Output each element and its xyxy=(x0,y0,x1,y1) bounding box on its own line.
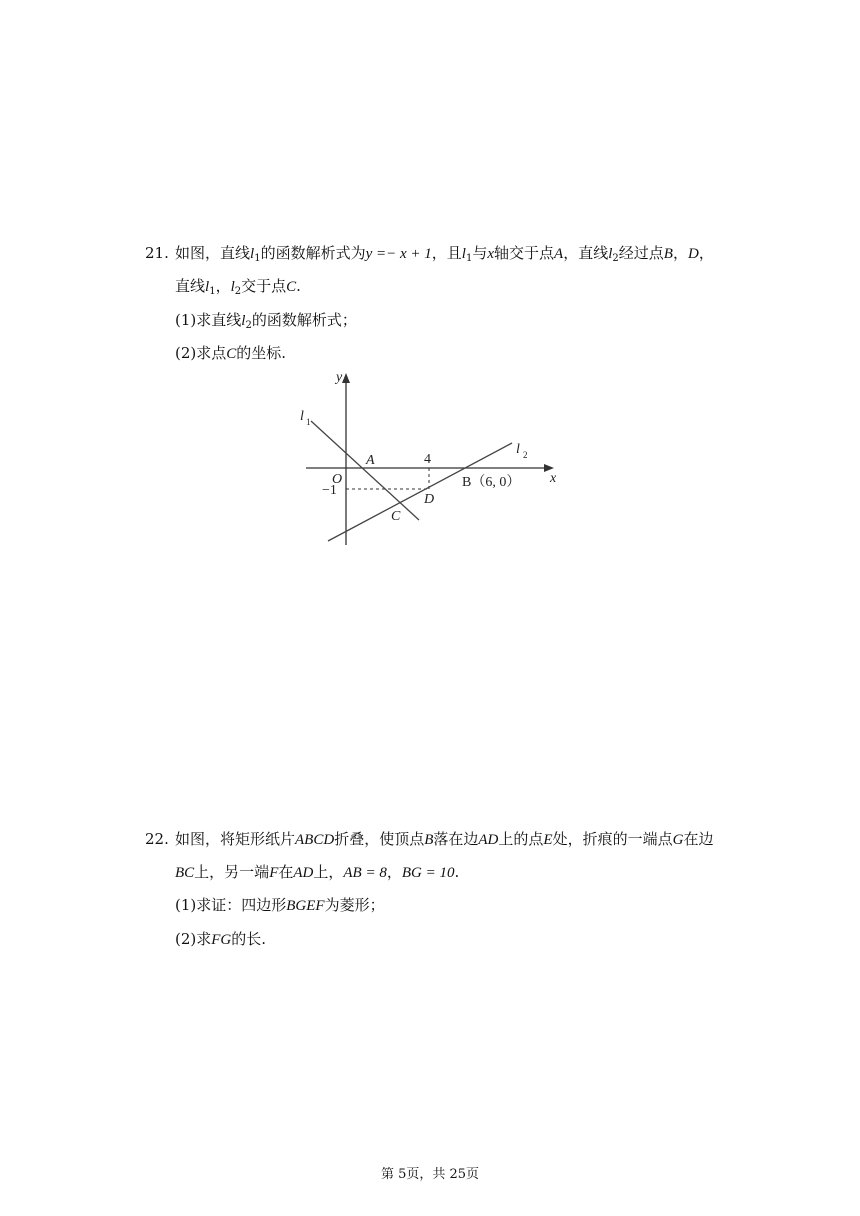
line-l1-subscript: 1 xyxy=(306,417,311,427)
function-equation: y =− x + 1 xyxy=(365,246,432,262)
question-22-line-1: 如图，将矩形纸片ABCD折叠，使顶点B落在边AD上的点E处，折痕的一端点G在边 xyxy=(175,830,714,848)
point-C-label: C xyxy=(391,509,401,524)
y-axis-label: y xyxy=(336,370,343,385)
line-l2-label: l xyxy=(516,442,520,457)
question-22-part-2: (2)求FG的长. xyxy=(175,930,267,948)
question-22-part-1: (1)求证：四边形BGEF为菱形； xyxy=(175,896,385,914)
line-l2 xyxy=(328,443,512,541)
point-D-label: D xyxy=(424,492,435,507)
tick-label-4: 4 xyxy=(424,452,431,467)
question-21-part-1: (1)求直线$l_2$的函数解析式； xyxy=(175,311,357,331)
point-B-label: B（6, 0） xyxy=(462,475,521,490)
origin-label: O xyxy=(332,472,343,487)
coordinate-diagram xyxy=(296,365,566,550)
question-21-line-1: 如图，直线$l_1$的函数解析式为y =− x + 1，且$l_1$与x轴交于点A，直线$l_2$经过点B，D， xyxy=(175,244,714,264)
tick-label-neg1: −1 xyxy=(322,483,337,498)
point-A-label: A xyxy=(366,453,375,468)
y-axis-arrow-icon xyxy=(342,373,350,383)
line-l2-subscript: 2 xyxy=(523,450,528,460)
page-footer: 第 5页，共 25页 xyxy=(380,1167,480,1182)
question-22-line-2: BC上，另一端F在AD上，AB = 8，BG = 10. xyxy=(175,863,460,881)
question-21-part-2: (2)求点C的坐标. xyxy=(175,344,287,362)
question-22-number: 22. xyxy=(145,830,169,848)
question-21-line-2: 直线$l_1$，$l_2$交于点C. xyxy=(175,277,301,297)
line-l1-label: l xyxy=(300,409,304,424)
question-21-number: 21. xyxy=(145,244,169,262)
line-l1 xyxy=(311,421,419,520)
x-axis-label: x xyxy=(550,471,557,486)
